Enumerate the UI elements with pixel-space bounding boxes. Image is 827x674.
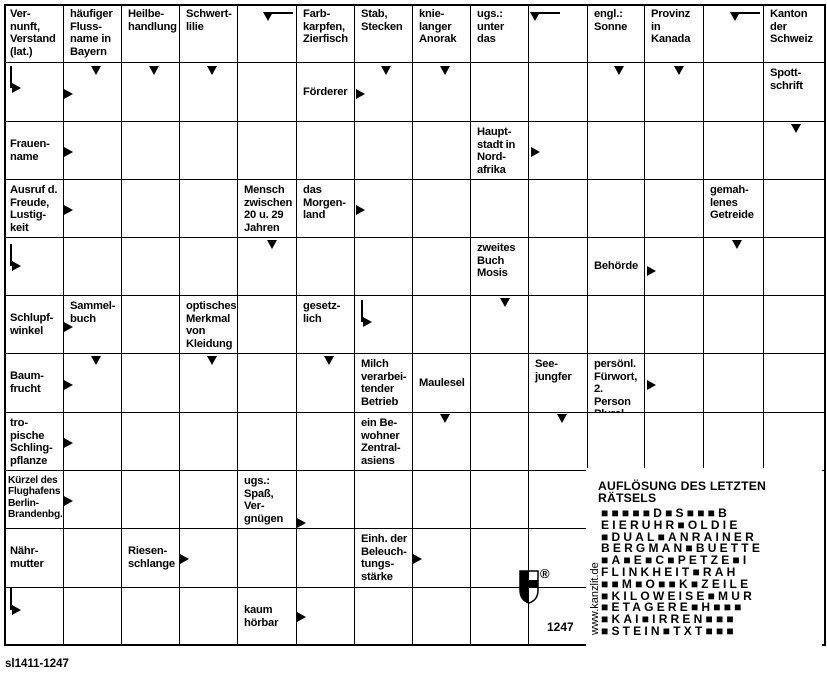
arrow-down-icon bbox=[207, 66, 217, 75]
clue-text: gesetz- lich bbox=[303, 300, 341, 325]
clue-c0_11 bbox=[645, 4, 704, 63]
answer-cell[interactable] bbox=[764, 296, 826, 354]
clue-c6_9 bbox=[529, 354, 588, 413]
clue-text: Farb- karpfen, Zierfisch bbox=[303, 8, 348, 46]
solution-row: ■KILOWEISE■MUR bbox=[601, 588, 755, 603]
arrow-right-icon bbox=[297, 612, 306, 622]
clue-text: Einh. der Beleuch- tungs- stärke bbox=[361, 533, 408, 583]
answer-cell[interactable] bbox=[64, 238, 122, 296]
answer-cell[interactable] bbox=[704, 296, 764, 354]
arrow-down-icon bbox=[732, 240, 742, 249]
clue-text: tro- pische Schling- pflanze bbox=[10, 417, 53, 467]
clue-text: das Morgen- land bbox=[303, 184, 346, 222]
answer-cell[interactable] bbox=[180, 122, 238, 180]
answer-cell[interactable] bbox=[704, 122, 764, 180]
clue-text: Milch verarbei- tender Betrieb bbox=[361, 358, 407, 408]
answer-cell[interactable] bbox=[471, 354, 529, 413]
clue-text: ein Be- wohner Zentral- asiens bbox=[361, 417, 401, 467]
clue-c8_4 bbox=[238, 471, 297, 529]
clue-text: gemah- lenes Getreide bbox=[710, 184, 754, 222]
clue-text: See- jungfer bbox=[535, 358, 572, 383]
answer-cell[interactable] bbox=[122, 354, 180, 413]
arrow-right-icon bbox=[180, 554, 189, 564]
clue-text: Heilbe- handlung bbox=[128, 8, 177, 33]
clue-text: Kürzel des Flughafens Berlin- Brandenbg. bbox=[8, 475, 63, 521]
clue-c3_4 bbox=[238, 180, 297, 238]
clue-text: Schlupf- winkel bbox=[10, 311, 54, 337]
arrow-right-icon bbox=[64, 380, 73, 390]
answer-cell[interactable] bbox=[529, 471, 588, 529]
answer-cell[interactable] bbox=[471, 180, 529, 238]
clue-text: Schwert- lilie bbox=[186, 8, 232, 33]
clue-text: optisches Merkmal von Kleidung bbox=[186, 300, 237, 350]
answer-cell[interactable] bbox=[180, 238, 238, 296]
clue-c3_0 bbox=[4, 180, 64, 238]
clue-c6_0 bbox=[4, 354, 64, 413]
answer-cell[interactable] bbox=[413, 122, 471, 180]
answer-cell[interactable] bbox=[588, 296, 645, 354]
answer-cell[interactable] bbox=[355, 588, 413, 646]
clue-c8_0 bbox=[4, 471, 64, 529]
arrow-right-icon bbox=[413, 554, 422, 564]
clue-c2_0 bbox=[4, 122, 64, 180]
answer-cell[interactable] bbox=[588, 122, 645, 180]
registered-icon: ® bbox=[540, 566, 550, 581]
answer-cell[interactable] bbox=[413, 588, 471, 646]
arrow-right-icon bbox=[64, 89, 73, 99]
answer-cell[interactable] bbox=[413, 471, 471, 529]
answer-cell[interactable] bbox=[64, 588, 122, 646]
answer-cell[interactable] bbox=[645, 413, 704, 471]
answer-cell[interactable] bbox=[180, 588, 238, 646]
arrow-down-icon bbox=[207, 356, 217, 365]
answer-cell[interactable] bbox=[413, 180, 471, 238]
clue-c2_8 bbox=[471, 122, 529, 180]
answer-cell[interactable] bbox=[122, 238, 180, 296]
arrow-down-icon bbox=[324, 356, 334, 365]
clue-c0_5 bbox=[297, 4, 355, 63]
clue-c4_8 bbox=[471, 238, 529, 296]
solution-row: BERGMAN■BUETTE bbox=[601, 541, 764, 556]
clue-text: Sammel- buch bbox=[70, 300, 116, 325]
clue-c5_5 bbox=[297, 296, 355, 354]
clue-text: Förderer bbox=[303, 85, 348, 98]
clue-text: knie- langer Anorak bbox=[419, 8, 457, 46]
answer-cell[interactable] bbox=[645, 180, 704, 238]
answer-cell[interactable] bbox=[413, 238, 471, 296]
clue-c0_13 bbox=[764, 4, 826, 63]
clue-c3_12 bbox=[704, 180, 764, 238]
answer-cell[interactable] bbox=[529, 238, 588, 296]
answer-cell[interactable] bbox=[238, 529, 297, 588]
arrow-down-icon bbox=[440, 66, 450, 75]
publisher-shield-icon bbox=[519, 570, 539, 604]
answer-cell[interactable] bbox=[122, 122, 180, 180]
clue-c1_13 bbox=[764, 63, 826, 122]
puzzle-id: sl1411-1247 bbox=[5, 658, 69, 670]
solution-box bbox=[586, 468, 822, 646]
solution-row: EIERUHR■OLDIE bbox=[601, 517, 741, 532]
clue-c6_10 bbox=[588, 354, 645, 413]
answer-cell[interactable] bbox=[704, 63, 764, 122]
solution-row: ■■■■■D■S■■■B bbox=[601, 506, 730, 520]
clue-c6_6 bbox=[355, 354, 413, 413]
clue-c7_0 bbox=[4, 413, 64, 471]
arrow-right-icon bbox=[531, 147, 540, 157]
answer-cell[interactable] bbox=[529, 180, 588, 238]
clue-text: Maulesel bbox=[419, 376, 465, 389]
clue-text: engl.: Sonne bbox=[594, 8, 628, 33]
clue-text: Spott- schrift bbox=[770, 67, 803, 92]
answer-cell[interactable] bbox=[471, 471, 529, 529]
clue-text: Ver- nunft, Verstand (lat.) bbox=[10, 8, 56, 58]
clue-text: zweites Buch Mosis bbox=[477, 242, 516, 280]
clue-c10_4 bbox=[238, 588, 297, 646]
arrow-down-icon bbox=[149, 66, 159, 75]
clue-text: Stab, Stecken bbox=[361, 8, 403, 33]
clue-c9_0 bbox=[4, 529, 64, 588]
clue-c0_8 bbox=[471, 4, 529, 63]
answer-cell[interactable] bbox=[529, 63, 588, 122]
clue-text: Riesen- schlange bbox=[128, 545, 175, 570]
clue-c9_2 bbox=[122, 529, 180, 588]
answer-cell[interactable] bbox=[297, 529, 355, 588]
answer-cell[interactable] bbox=[238, 122, 297, 180]
answer-cell[interactable] bbox=[122, 180, 180, 238]
clue-c5_0 bbox=[4, 296, 64, 354]
answer-cell[interactable] bbox=[238, 296, 297, 354]
clue-c0_3 bbox=[180, 4, 238, 63]
clue-text: Baum- frucht bbox=[10, 370, 44, 395]
answer-cell[interactable] bbox=[238, 413, 297, 471]
arrow-right-icon bbox=[64, 438, 73, 448]
arrow-right-icon bbox=[356, 89, 365, 99]
arrow-down-icon bbox=[674, 66, 684, 75]
clue-c3_5 bbox=[297, 180, 355, 238]
arrow-right-icon bbox=[64, 496, 73, 506]
clue-text: ugs.: unter das bbox=[477, 8, 504, 46]
clue-c7_6 bbox=[355, 413, 413, 471]
clue-text: Haupt- stadt in Nord- afrika bbox=[477, 126, 516, 176]
answer-cell[interactable] bbox=[180, 471, 238, 529]
answer-cell[interactable] bbox=[180, 413, 238, 471]
answer-cell[interactable] bbox=[764, 354, 826, 413]
arrow-right-icon bbox=[64, 205, 73, 215]
arrow-down-icon bbox=[267, 240, 277, 249]
answer-cell[interactable] bbox=[355, 238, 413, 296]
clue-text: häufiger Fluss- name in Bayern bbox=[70, 8, 113, 58]
clue-c4_10 bbox=[588, 238, 645, 296]
arrow-right-icon bbox=[647, 380, 656, 390]
answer-cell[interactable] bbox=[355, 471, 413, 529]
answer-cell[interactable] bbox=[64, 529, 122, 588]
solution-row: ■■M■O■■K■ZEILE bbox=[601, 576, 752, 591]
puzzle-number: 1247 bbox=[547, 620, 574, 634]
arrow-right-icon bbox=[297, 518, 306, 528]
clue-c6_7 bbox=[413, 354, 471, 413]
arrow-down-icon bbox=[557, 414, 567, 423]
answer-cell[interactable] bbox=[588, 413, 645, 471]
clue-c0_6 bbox=[355, 4, 413, 63]
clue-c0_7 bbox=[413, 4, 471, 63]
clue-c1_5 bbox=[297, 63, 355, 122]
clue-text: Nähr- mutter bbox=[10, 545, 44, 570]
clue-c0_2 bbox=[122, 4, 180, 63]
answer-cell[interactable] bbox=[764, 180, 826, 238]
solution-row: ■ETAGERE■H■■■ bbox=[601, 600, 745, 615]
arrow-down-icon bbox=[381, 66, 391, 75]
clue-text: Kanton der Schweiz bbox=[770, 8, 813, 46]
answer-cell[interactable] bbox=[4, 588, 64, 646]
clue-text: Mensch zwischen 20 u. 29 Jahren bbox=[244, 184, 293, 234]
arrow-down-icon bbox=[614, 66, 624, 75]
answer-cell[interactable] bbox=[297, 122, 355, 180]
arrow-down-icon bbox=[500, 298, 510, 307]
answer-cell[interactable] bbox=[238, 354, 297, 413]
answer-cell[interactable] bbox=[122, 413, 180, 471]
clue-c5_3 bbox=[180, 296, 238, 354]
answer-cell[interactable] bbox=[645, 296, 704, 354]
clue-text: Frauen- name bbox=[10, 137, 50, 163]
solution-title: AUFLÖSUNG DES LETZTEN RÄTSELS bbox=[598, 479, 767, 505]
answer-cell[interactable] bbox=[413, 296, 471, 354]
arrow-down-icon bbox=[791, 124, 801, 133]
clue-text: ugs.: Spaß, Ver- gnügen bbox=[244, 475, 284, 525]
clue-text: Provinz in Kanada bbox=[651, 8, 691, 46]
arrow-down-icon bbox=[91, 66, 101, 75]
arrow-right-icon bbox=[64, 322, 73, 332]
solution-row: ■KAI■IRREN■■■ bbox=[601, 612, 737, 627]
clue-c0_1 bbox=[64, 4, 122, 63]
answer-cell[interactable] bbox=[238, 63, 297, 122]
arrow-right-icon bbox=[356, 205, 365, 215]
solution-row: ■A■E■C■PETZE■I bbox=[601, 553, 750, 568]
solution-row: ■DUAL■ANRAINER bbox=[601, 529, 757, 544]
arrow-right-icon bbox=[647, 266, 656, 276]
answer-cell[interactable] bbox=[471, 63, 529, 122]
solution-row: ■STEIN■TXT■■■ bbox=[601, 624, 737, 638]
answer-cell[interactable] bbox=[764, 238, 826, 296]
arrow-down-icon bbox=[440, 414, 450, 423]
answer-cell[interactable] bbox=[122, 471, 180, 529]
answer-cell[interactable] bbox=[122, 296, 180, 354]
answer-cell[interactable] bbox=[122, 588, 180, 646]
answer-cell[interactable] bbox=[529, 296, 588, 354]
arrow-down-icon bbox=[91, 356, 101, 365]
solution-row: FLINKHEIT■RAH bbox=[601, 565, 739, 579]
answer-cell[interactable] bbox=[588, 180, 645, 238]
answer-cell[interactable] bbox=[355, 122, 413, 180]
clue-c0_10 bbox=[588, 4, 645, 63]
answer-cell[interactable] bbox=[297, 238, 355, 296]
clue-text: kaum hörbar bbox=[244, 603, 279, 629]
clue-text: Behörde bbox=[594, 260, 638, 273]
clue-c0_0 bbox=[4, 4, 64, 63]
clue-text: Ausruf d. Freude, Lustig- keit bbox=[10, 184, 58, 234]
clue-text: persönl. Fürwort, 2. Person bbox=[594, 358, 638, 408]
answer-cell[interactable] bbox=[645, 122, 704, 180]
website-label: www.kanzlit.de bbox=[589, 562, 601, 635]
arrow-right-icon bbox=[64, 147, 73, 157]
answer-cell[interactable] bbox=[704, 354, 764, 413]
answer-cell[interactable] bbox=[704, 413, 764, 471]
answer-cell[interactable] bbox=[764, 413, 826, 471]
clue-c9_6 bbox=[355, 529, 413, 588]
answer-cell[interactable] bbox=[297, 413, 355, 471]
answer-cell[interactable] bbox=[180, 180, 238, 238]
answer-cell[interactable] bbox=[471, 413, 529, 471]
